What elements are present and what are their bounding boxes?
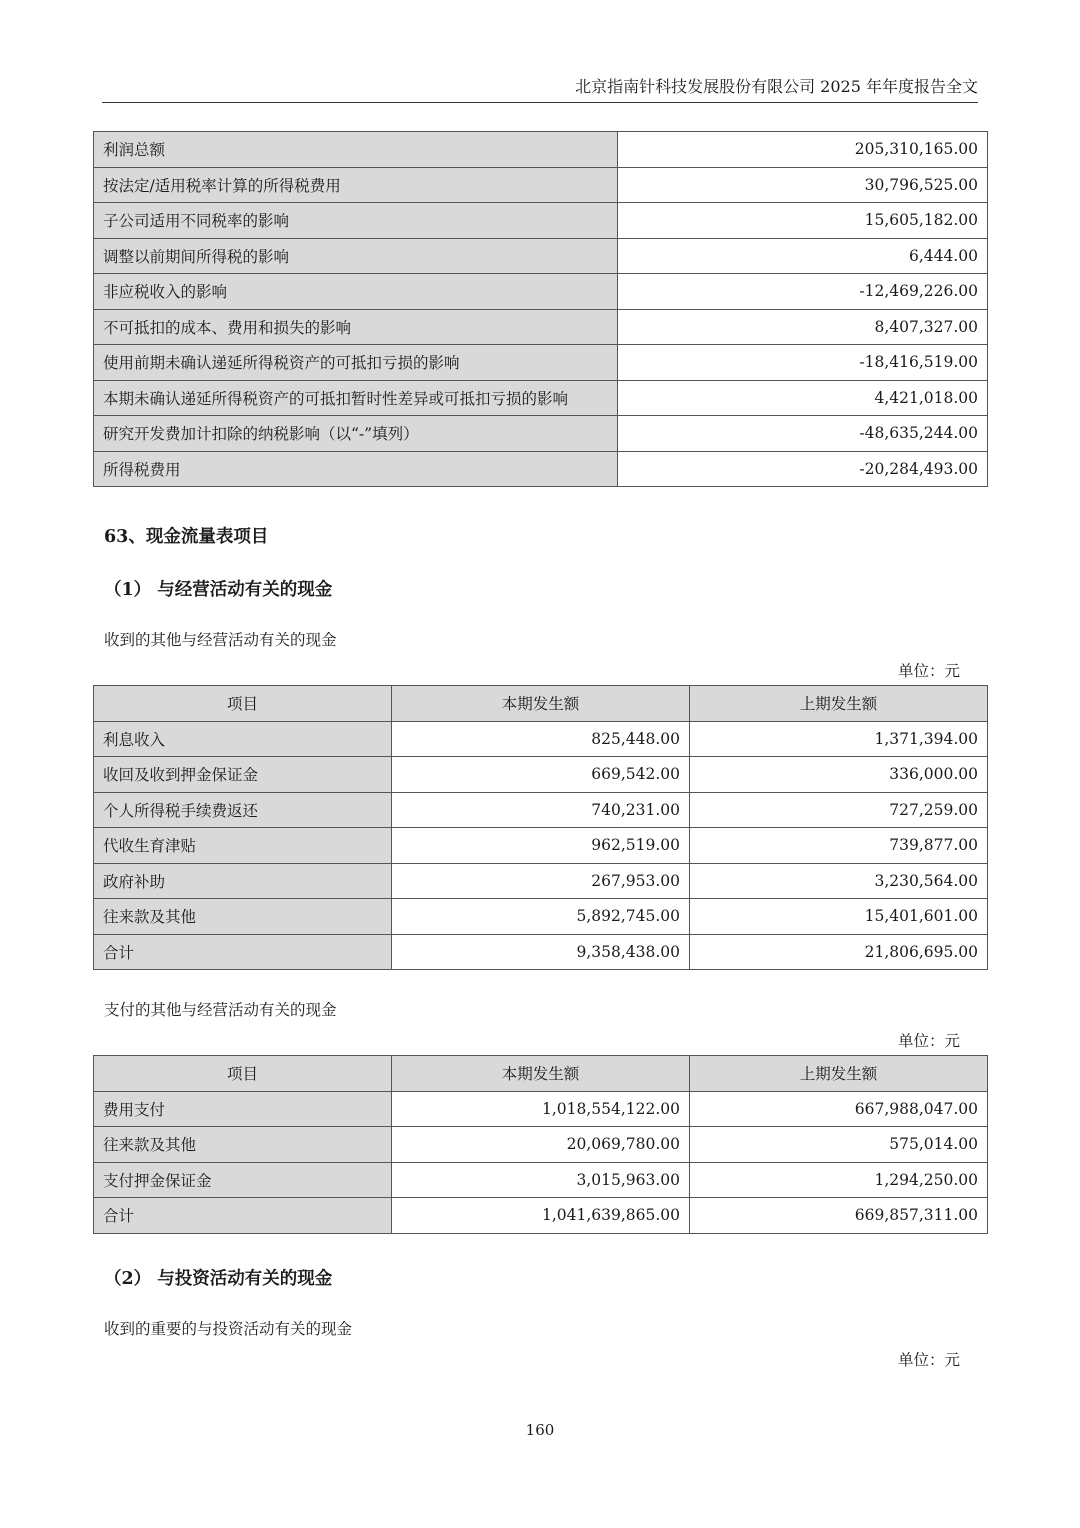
table-row bbox=[94, 132, 988, 168]
table-row bbox=[94, 203, 988, 239]
received-other-table bbox=[93, 685, 988, 970]
paid-other-table bbox=[93, 1055, 988, 1234]
row-item: 合计 bbox=[94, 1198, 392, 1234]
tax-reconciliation-table bbox=[93, 131, 988, 487]
row-current: 740,231.00 bbox=[392, 792, 690, 828]
column-header-current: 本期发生额 bbox=[392, 1056, 690, 1092]
table-row bbox=[94, 792, 988, 828]
table-row bbox=[94, 309, 988, 345]
row-label: 子公司适用不同税率的影响 bbox=[94, 203, 618, 239]
row-item: 合计 bbox=[94, 934, 392, 970]
row-prior: 1,371,394.00 bbox=[690, 721, 988, 757]
column-header-prior: 上期发生额 bbox=[690, 1056, 988, 1092]
subsection-heading-investing: （2） 与投资活动有关的现金 bbox=[104, 1269, 333, 1289]
column-header-current: 本期发生额 bbox=[392, 686, 690, 722]
table-row-total bbox=[94, 934, 988, 970]
row-prior: 336,000.00 bbox=[690, 757, 988, 793]
row-item: 往来款及其他 bbox=[94, 1127, 392, 1163]
table-row bbox=[94, 274, 988, 310]
row-value: 8,407,327.00 bbox=[618, 309, 988, 345]
row-label: 调整以前期间所得税的影响 bbox=[94, 238, 618, 274]
row-current: 825,448.00 bbox=[392, 721, 690, 757]
row-item: 代收生育津贴 bbox=[94, 828, 392, 864]
row-current: 1,041,639,865.00 bbox=[392, 1198, 690, 1234]
column-header-item: 项目 bbox=[94, 1056, 392, 1092]
row-label: 利润总额 bbox=[94, 132, 618, 168]
row-value: 30,796,525.00 bbox=[618, 167, 988, 203]
row-current: 3,015,963.00 bbox=[392, 1162, 690, 1198]
row-current: 20,069,780.00 bbox=[392, 1127, 690, 1163]
table-row bbox=[94, 757, 988, 793]
row-current: 1,018,554,122.00 bbox=[392, 1091, 690, 1127]
row-value: 6,444.00 bbox=[618, 238, 988, 274]
column-header-prior: 上期发生额 bbox=[690, 686, 988, 722]
table-row bbox=[94, 721, 988, 757]
row-label: 研究开发费加计扣除的纳税影响（以“-”填列） bbox=[94, 416, 618, 452]
row-prior: 739,877.00 bbox=[690, 828, 988, 864]
running-header: 北京指南针科技发展股份有限公司 2025 年年度报告全文 bbox=[575, 77, 978, 96]
row-current: 962,519.00 bbox=[392, 828, 690, 864]
row-prior: 575,014.00 bbox=[690, 1127, 988, 1163]
table-row bbox=[94, 828, 988, 864]
row-current: 267,953.00 bbox=[392, 863, 690, 899]
header-rule bbox=[102, 102, 978, 103]
table-row bbox=[94, 167, 988, 203]
row-prior: 3,230,564.00 bbox=[690, 863, 988, 899]
row-current: 5,892,745.00 bbox=[392, 899, 690, 935]
row-item: 收回及收到押金保证金 bbox=[94, 757, 392, 793]
row-value: -18,416,519.00 bbox=[618, 345, 988, 381]
row-prior: 727,259.00 bbox=[690, 792, 988, 828]
row-item: 费用支付 bbox=[94, 1091, 392, 1127]
row-current: 669,542.00 bbox=[392, 757, 690, 793]
table-row bbox=[94, 380, 988, 416]
row-label: 所得税费用 bbox=[94, 451, 618, 487]
table-row bbox=[94, 1091, 988, 1127]
row-item: 往来款及其他 bbox=[94, 899, 392, 935]
row-prior: 1,294,250.00 bbox=[690, 1162, 988, 1198]
row-value: 205,310,165.00 bbox=[618, 132, 988, 168]
row-label: 不可抵扣的成本、费用和损失的影响 bbox=[94, 309, 618, 345]
row-item: 政府补助 bbox=[94, 863, 392, 899]
row-prior: 667,988,047.00 bbox=[690, 1091, 988, 1127]
received-other-unit: 单位：元 bbox=[897, 662, 960, 680]
received-other-caption: 收到的其他与经营活动有关的现金 bbox=[104, 631, 337, 649]
table-header-row bbox=[94, 1056, 988, 1092]
table-row bbox=[94, 1127, 988, 1163]
table-row bbox=[94, 863, 988, 899]
table-row bbox=[94, 899, 988, 935]
table-row bbox=[94, 1162, 988, 1198]
row-value: 4,421,018.00 bbox=[618, 380, 988, 416]
section-heading-63: 63、现金流量表项目 bbox=[104, 527, 269, 547]
column-header-item: 项目 bbox=[94, 686, 392, 722]
page-number: 160 bbox=[525, 1421, 555, 1439]
table-row bbox=[94, 238, 988, 274]
row-label: 按法定/适用税率计算的所得税费用 bbox=[94, 167, 618, 203]
row-value: -48,635,244.00 bbox=[618, 416, 988, 452]
row-item: 利息收入 bbox=[94, 721, 392, 757]
row-label: 非应税收入的影响 bbox=[94, 274, 618, 310]
row-current: 9,358,438.00 bbox=[392, 934, 690, 970]
row-prior: 669,857,311.00 bbox=[690, 1198, 988, 1234]
row-prior: 15,401,601.00 bbox=[690, 899, 988, 935]
received-invest-unit: 单位：元 bbox=[897, 1351, 960, 1369]
paid-other-caption: 支付的其他与经营活动有关的现金 bbox=[104, 1001, 337, 1019]
table-row-total bbox=[94, 1198, 988, 1234]
row-value: -12,469,226.00 bbox=[618, 274, 988, 310]
table-row bbox=[94, 416, 988, 452]
row-item: 个人所得税手续费返还 bbox=[94, 792, 392, 828]
row-item: 支付押金保证金 bbox=[94, 1162, 392, 1198]
row-label: 本期未确认递延所得税资产的可抵扣暂时性差异或可抵扣亏损的影响 bbox=[94, 380, 618, 416]
received-invest-caption: 收到的重要的与投资活动有关的现金 bbox=[104, 1320, 353, 1338]
table-row bbox=[94, 345, 988, 381]
paid-other-unit: 单位：元 bbox=[897, 1032, 960, 1050]
row-value: 15,605,182.00 bbox=[618, 203, 988, 239]
row-label: 使用前期未确认递延所得税资产的可抵扣亏损的影响 bbox=[94, 345, 618, 381]
row-value: -20,284,493.00 bbox=[618, 451, 988, 487]
table-header-row bbox=[94, 686, 988, 722]
row-prior: 21,806,695.00 bbox=[690, 934, 988, 970]
subsection-heading-operating: （1） 与经营活动有关的现金 bbox=[104, 580, 333, 600]
table-row bbox=[94, 451, 988, 487]
